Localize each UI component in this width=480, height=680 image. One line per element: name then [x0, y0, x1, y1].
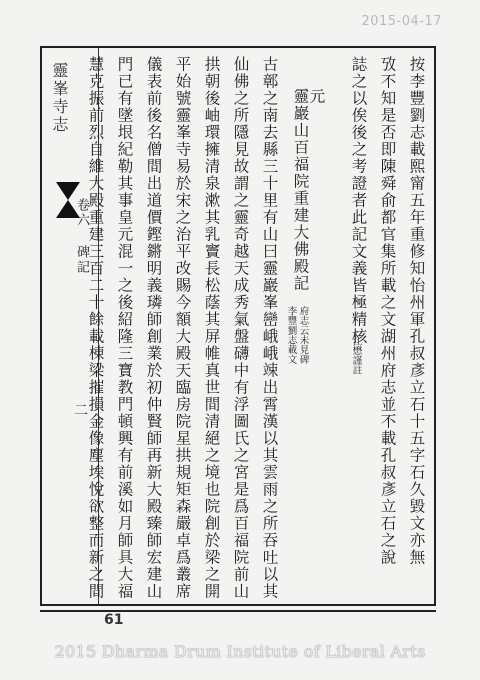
date-stamp: 2015-04-17: [361, 14, 442, 29]
text-column: 攷不知是否即陳舜俞都官集所載之文湖州府志並不載孔叔彥立石之說: [378, 56, 397, 566]
text-column: 古鄣之南去縣三十里有山曰靈巖峯巒峨峨竦出霄漢以其雲雨之所吞吐以其: [260, 56, 279, 600]
inscription-title: 靈巖山百福院重建大佛殿記: [291, 88, 310, 292]
text-column: 平始號靈峯寺易於宋之治平改賜今額大殿天臨房院星拱規矩森嚴卓爲叢席: [173, 56, 192, 600]
annotation-note: 李豐劉志載文: [285, 306, 297, 365]
annotation-note: 府志云未見碑: [297, 306, 309, 365]
footer-watermark: 2015 Dharma Drum Institute of Liberal Arts: [54, 642, 426, 661]
text-column: 按李豐劉志載熙甯五年重修知怡州軍孔叔彥立石十五字石久毀文亦無: [407, 56, 426, 566]
text-column: 誌之以俟後之考證者此記文義皆極精核: [349, 56, 368, 345]
annotation-note: 江懋謹註: [350, 336, 362, 375]
text-column: 拱朝後岫環擁清泉漱其乳竇長松蔭其屏帷真世間清絕之境也院創於梁之開: [202, 56, 221, 600]
book-title: 靈峯寺志: [50, 62, 69, 134]
page-number: 61: [104, 612, 124, 628]
text-column: 門已有墜垠紀勒其事皇元混一之後紹隆三寶教門頓興有前溪如月師具大福: [115, 56, 134, 600]
text-column: 慧克振前烈自維大殿重建三百二十餘載棟梁摧損金像塵埃悅欲整而新之間: [86, 56, 105, 600]
chapter-label: 卷六 碑記: [74, 198, 89, 275]
text-column: 仙佛之所隱見故謂之靈奇越天成秀氣盤礴中有浮圖氏之宮是爲百福院前山: [231, 56, 250, 600]
leaf-number: 二: [74, 403, 88, 419]
page-frame: [40, 46, 436, 606]
text-column: 儀表前後名僧間出道價鏗鏘明義璘師創業於初仲賢師再新大殿臻師宏建山: [144, 56, 163, 600]
dynasty-label: 元: [307, 88, 326, 105]
